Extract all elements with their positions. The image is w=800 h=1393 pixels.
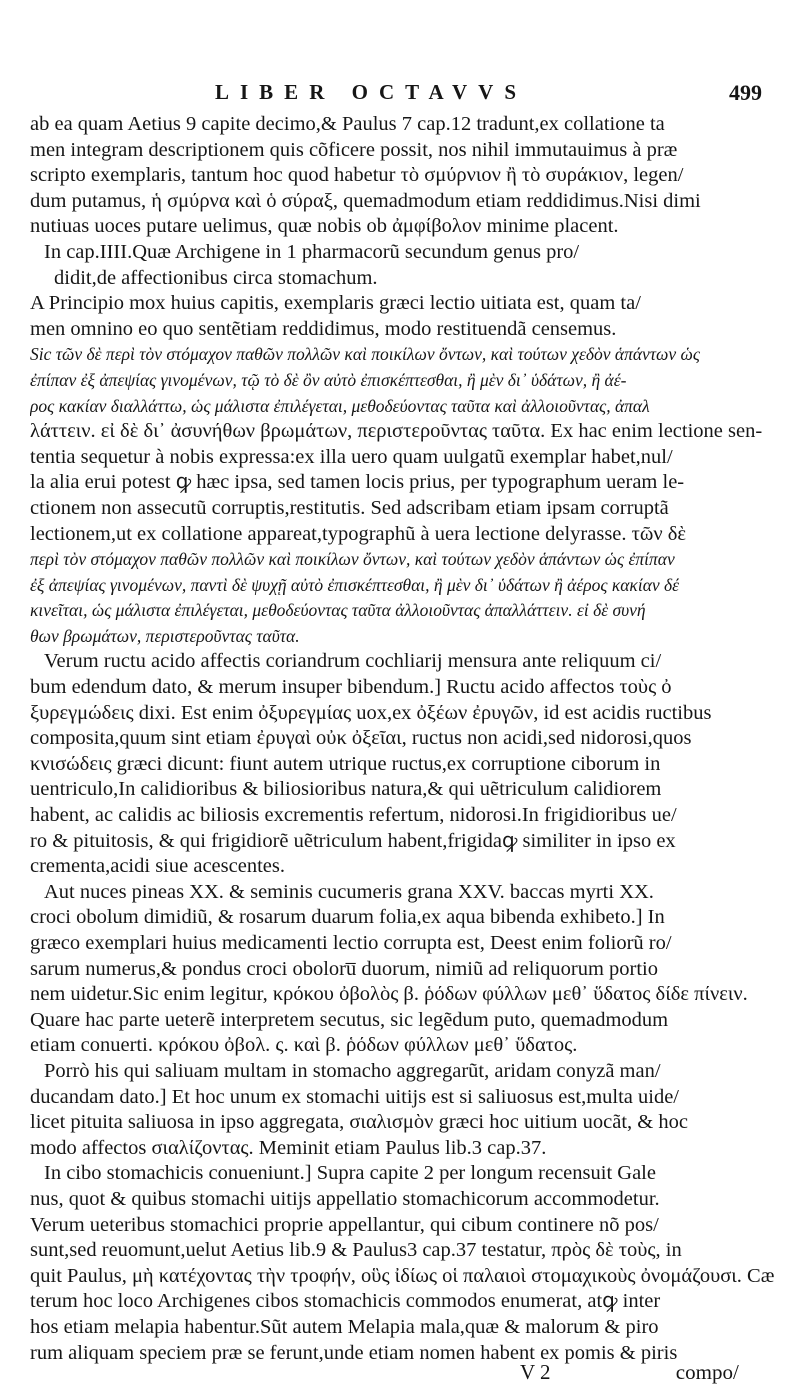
text-line: nutiuas uoces putare uelimus, quæ nobis ob ἀμφίβολον minime placent. — [30, 215, 619, 238]
text-line: lectionem,ut ex collatione appareat,typographũ à uera lectione delyrasse. τῶν δὲ — [30, 522, 687, 545]
text-line: croci obolum dimidiũ, & rosarum duarum folia,ex aqua bibenda exhibeto.] In — [30, 906, 665, 929]
text-line: græco exemplari huius medicamenti lectio corrupta est, Deest enim foliorũ ro/ — [30, 932, 672, 954]
running-head: LIBER OCTAVVS — [215, 80, 528, 104]
chapter-heading: didit,de affectionibus circa stomachum. — [54, 266, 378, 289]
text-line: modo affectos σιαλίζοντας. Meminit etiam Paulus lib.3 cap.37. — [30, 1136, 547, 1159]
signature-mark: V 2 — [520, 1360, 551, 1384]
text-line: Verum ueteribus stomachici proprie appellantur, qui cibum continere nõ pos/ — [30, 1213, 659, 1236]
text-line: scripto exemplaris, tantum hoc quod habetur τὸ σμύρνιον ἢ τὸ συράκιον, legen/ — [30, 164, 684, 187]
text-line: ab ea quam Aetius 9 capite decimo,& Paulus 7 cap.12 tradunt,ex collatione ta — [30, 113, 665, 135]
text-line: In cibo stomachicis conueniunt.] Supra capite 2 per longum recensuit Gale — [44, 1162, 656, 1185]
text-line: bum edendum dato, & merum insuper bibendum.] Ructu acido affectos τοὺς ὀ — [30, 676, 672, 699]
text-line: quit Paulus, μὴ κατέχοντας τὴν τροφήν, οὓς ἰδίως οἱ παλαιοὶ στομαχικοὺς ὀνομάζουσι. Cæ — [30, 1264, 775, 1287]
text-line: nus, quot & quibus stomachi uitĳs appellatio stomachicorum accommodetur. — [30, 1187, 660, 1210]
page-number: 499 — [729, 80, 762, 105]
text-line: Aut nuces pineas XX. & seminis cucumeris grana XXV. baccas myrti XX. — [44, 880, 654, 903]
text-line: ctionem non assecutũ corruptis,restitutis. Sed adscribam etiam ipsam corruptã — [30, 496, 669, 519]
greek-line: ρος κακίαν διαλλάττω, ὡς μάλιστα ἐπιλέγεται, μεθοδεύοντας ταῦτα καὶ ἀλλοιοῦντας, ἀπαλ — [30, 395, 650, 416]
text-line: κνισώδεις græci dicunt: fiunt autem utrique ructus,ex corruptione ciborum in — [30, 752, 661, 775]
text-line: ducandam dato.] Et hoc unum ex stomachi uitĳs est si saliuosus est,multa uide/ — [30, 1085, 679, 1108]
greek-line: ἐπίπαν ἐξ ἀπεψίας γινομένων, τῷ τὸ δὲ ὂν αὐτὸ ἐπισκέπτεσθαι, ἢ μὲν δι᾽ ὑδάτων, ἢ ἀέ- — [30, 369, 627, 390]
text-line: ro & pituitosis, & qui frigidiorẽ uẽtriculum habent,frigidaꝙ similiter in ipso ex — [30, 829, 676, 852]
text-line: Quare hac parte ueterẽ interpretem secutus, sic legẽdum puto, quemadmodum — [30, 1008, 669, 1031]
text-line: sarum numerus,& pondus croci oboloru̅ duorum, nimiũ ad reliquorum portio — [30, 957, 659, 980]
greek-line: κινεῖται, ὡς μάλιστα ἐπιλέγεται, μεθοδεύοντας ταῦτα ἀλλοιοῦντας ἀπαλλάττειν. εἰ δὲ συνή — [30, 600, 646, 621]
text-line: sunt,sed reuomunt,uelut Aetius lib.9 & Paulus3 cap.37 testatur, πρὸς δὲ τοὺς, in — [30, 1239, 682, 1262]
text-line: men integram descriptionem quis cõficere possit, nos nihil immutauimus à præ — [30, 138, 678, 161]
text-line: nem uidetur.Sic enim legitur, κρόκου ὀβολὸς β. ῥόδων φύλλων μεθ᾽ ὕδατος δίδε πίνειν. — [30, 983, 748, 1006]
text-block — [30, 112, 775, 1366]
text-line: A Principio mox huius capitis, exemplaris græci lectio uitiata est, quam ta/ — [30, 292, 641, 315]
greek-line: θων βρωμάτων, περιστεροῦντας ταῦτα. — [30, 625, 300, 646]
text-line: la alia erui potest ꝙ hæc ipsa, sed tamen locis prius, per typographum ueram le- — [30, 471, 685, 494]
chapter-heading: In cap.IIII.Quæ Archigene in 1 pharmacorũ secundum genus pro/ — [44, 240, 580, 263]
text-line: composita,quum sint etiam ἐρυγαὶ οὐκ ὀξεῖαι, ructus non acidi,sed nidorosi,quos — [30, 727, 692, 750]
text-line: terum hoc loco Archigenes cibos stomachicis commodos enumerat, atꝙ inter — [30, 1290, 661, 1313]
text-line: hos etiam melapia habentur.Sũt autem Melapia mala,quæ & malorum & piro — [30, 1315, 659, 1338]
text-line: men omnino eo quo sentẽtiam reddidimus, modo restituendã censemus. — [30, 317, 617, 340]
text-line: rum aliquam speciem præ se ferunt,unde etiam nomen habent ex pomis & piris — [30, 1341, 678, 1364]
text-line: ξυρεγμώδεις dixi. Est enim ὀξυρεγμίας uox,ex ὀξέων ἐρυγῶν, id est acidis ructibus — [30, 701, 712, 724]
catchword: compo/ — [675, 1360, 739, 1384]
text-line: dum putamus, ἡ σμύρνα καὶ ὁ σύραξ, quemadmodum etiam reddidimus.Nisi dimi — [30, 189, 701, 212]
greek-line: Sic τῶν δὲ περὶ τὸν στόμαχον παθῶν πολλῶν καὶ ποικίλων ὄντων, καὶ τούτων χεδὸν ἁπάντων ὡς — [30, 344, 701, 365]
text-line: Porrò his qui saliuam multam in stomacho aggregarũt, aridam conyzã man/ — [44, 1059, 661, 1082]
text-line: habent, ac calidis ac biliosis excrementis refertum, nidorosi.In frigidioribus ue/ — [30, 804, 677, 827]
text-line: licet pituita saliuosa in ipso aggregata, σιαλισμὸν græci hoc uitium uocãt, & hoc — [30, 1111, 688, 1134]
page-footer — [520, 1360, 739, 1385]
text-line: uentriculo,In calidioribus & biliosioribus natura,& qui uẽtriculum calidiorem — [30, 778, 662, 801]
greek-line: περὶ τὸν στόμαχον παθῶν πολλῶν καὶ ποικίλων ὄντων, καὶ τούτων χεδὸν ἁπάντων ὡς ἐπίπαν — [30, 549, 675, 570]
text-line: etiam conuerti. κρόκου ὀβολ. ς. καὶ β. ῥόδων φύλλων μεθ᾽ ὕδατος. — [30, 1034, 578, 1057]
text-line: Verum ructu acido affectis coriandrum cochliarĳ mensura ante reliquum ci/ — [44, 650, 662, 673]
text-line: crementa,acidi siue acescentes. — [30, 855, 285, 878]
text-line: tentia sequetur à nobis expressa:ex illa uero quam uulgatũ exemplar habet,nul/ — [30, 445, 673, 468]
text-line: λάττειν. εἰ δὲ δι᾽ ἀσυνήθων βρωμάτων, περιστεροῦντας ταῦτα. Ex hac enim lectione sen- — [30, 420, 763, 443]
greek-line: ἐξ ἀπεψίας γινομένων, παντὶ δὲ ψυχῇ αὐτὸ ἐπισκέπτεσθαι, ἢ μὲν δι᾽ ὑδάτων ἢ ἀέρος κακίαν δέ — [30, 574, 680, 595]
